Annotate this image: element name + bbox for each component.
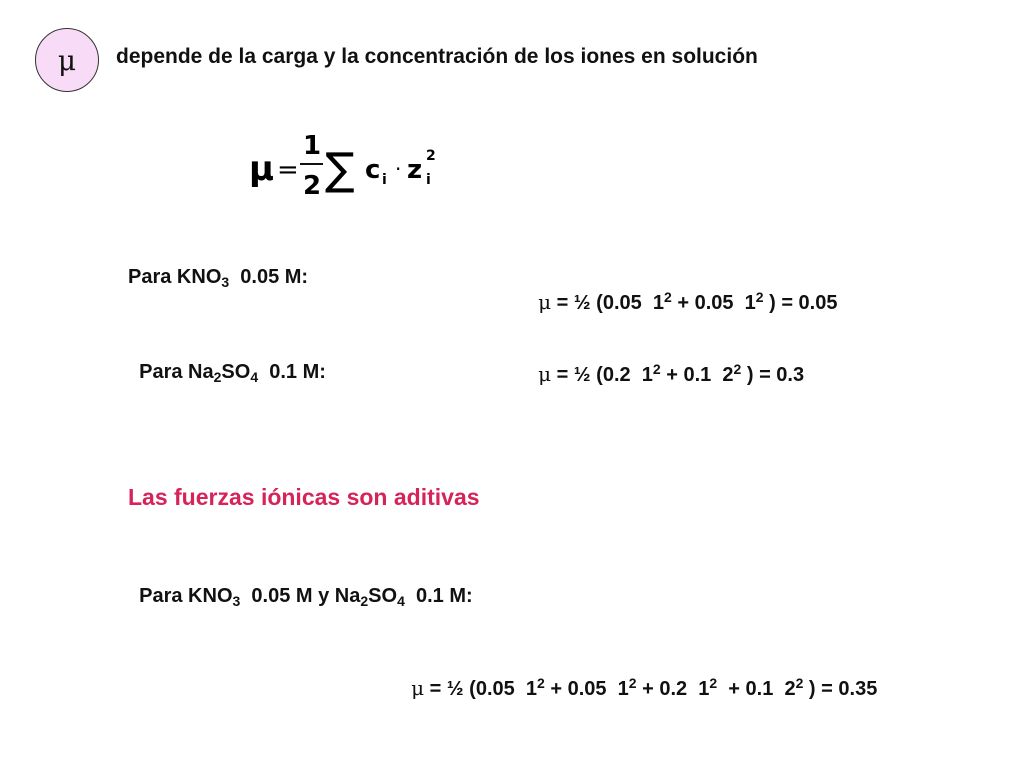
- example-kno3-label: Para $KNO_3$ 0.05 M:: [128, 266, 309, 290]
- formula-z-subscript: i: [426, 172, 431, 188]
- formula-numerator: 1: [303, 131, 322, 161]
- formula-dot: ·: [395, 157, 402, 181]
- example-na2so4-label: Para $Na_2SO_4$ 0.1 M:: [139, 361, 326, 385]
- formula-z: z: [407, 155, 423, 185]
- mu-symbol: μ: [538, 290, 552, 314]
- formula-denominator: 2: [303, 171, 322, 201]
- mu-symbol-badge: [35, 28, 99, 92]
- sum-symbol: ∑: [325, 144, 355, 195]
- example-na2so4-calculation: μ = ½ (0.2 $1^2 + 0.1$ $2^2$ ) = 0.3: [538, 361, 805, 386]
- combined-example-label: Para $KNO_3$ 0.05 M y $Na_2SO_4$ 0.1 M:: [139, 585, 473, 609]
- formula-mu: μ: [249, 149, 275, 189]
- formula-c-subscript: i: [382, 172, 387, 188]
- ionic-strength-formula: [245, 122, 455, 212]
- combined-example-calculation: μ = ½ (0.05 $1^2 + 0.05$ $1^2 + 0.2$ $1^2 + 0.1$ $2^2$ ) = 0.35: [411, 675, 878, 700]
- mu-symbol: μ: [411, 676, 425, 700]
- header-text: depende de la carga y la concentración de los iones en solución: [116, 45, 758, 68]
- formula-c: c: [365, 155, 381, 185]
- mu-symbol: μ: [538, 362, 552, 386]
- mu-symbol: μ: [57, 43, 77, 77]
- formula-equals: =: [277, 155, 299, 185]
- additivity-statement: Las fuerzas iónicas son aditivas: [128, 484, 480, 510]
- formula-z-exponent: 2: [426, 148, 436, 164]
- example-kno3-calculation: μ = ½ (0.05 $1^2 + 0.05$ $1^2$ ) = 0.05: [538, 289, 838, 314]
